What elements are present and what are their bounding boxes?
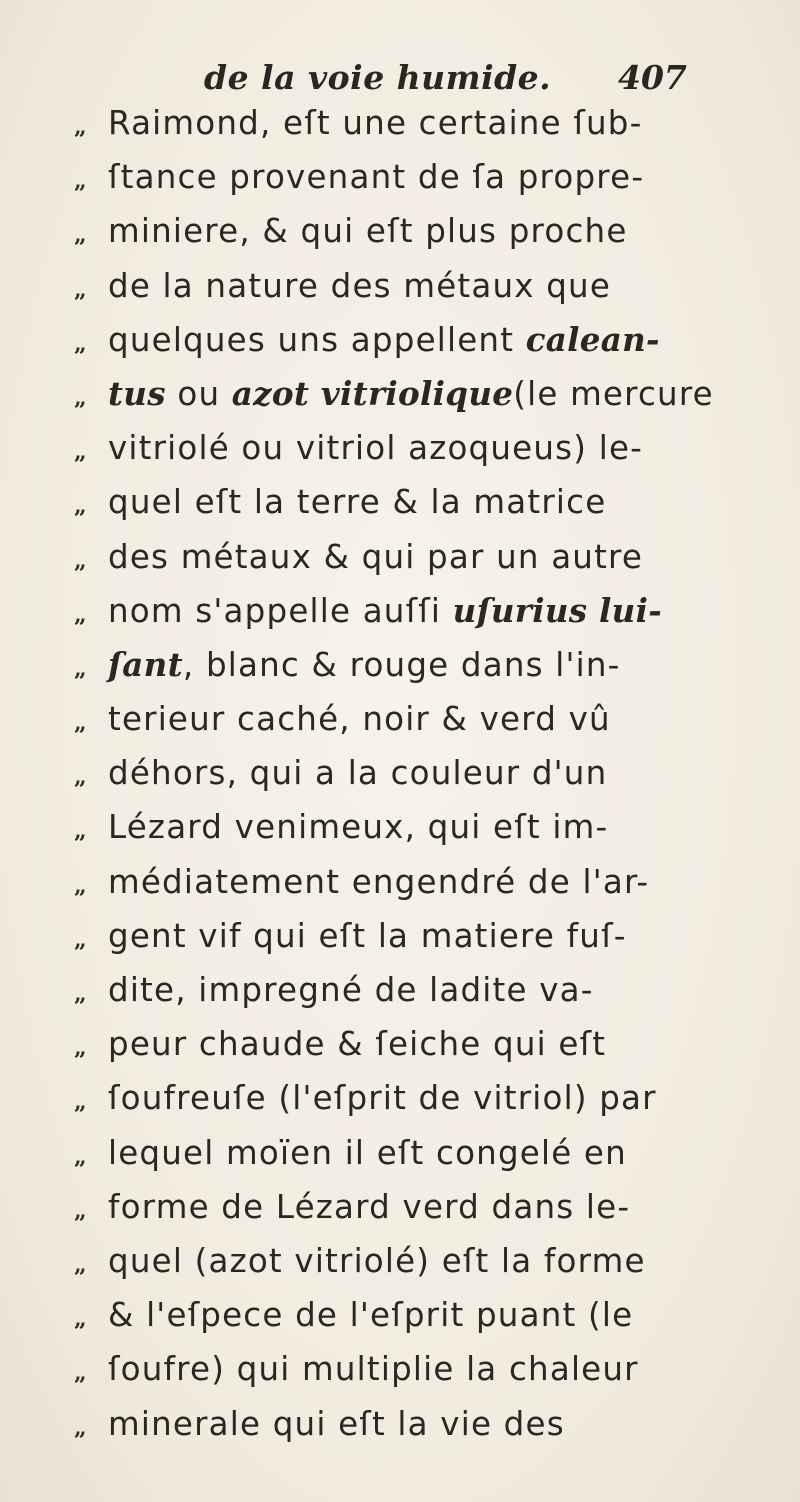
text-line	[0, 1017, 800, 1071]
quote-mark: „	[74, 1035, 87, 1062]
quote-mark: „	[74, 1251, 87, 1278]
text-run: vitriolé ou vitriol azoqueus) le-	[108, 429, 644, 468]
quote-mark: „	[74, 330, 87, 357]
text-line	[0, 1342, 800, 1396]
italic-run: uſurius lui-	[452, 590, 663, 630]
text-line	[0, 313, 800, 367]
text-line	[0, 692, 800, 746]
line-text	[108, 259, 611, 313]
text-run: forme de Lézard verd dans le-	[108, 1187, 631, 1226]
quote-mark: „	[74, 276, 87, 303]
text-run: médiatement engendré de l'ar-	[108, 862, 650, 901]
line-text	[108, 1071, 657, 1125]
text-run: peur chaude & ſeiche qui eſt	[108, 1025, 607, 1064]
italic-run: ſant	[108, 644, 183, 684]
text-run: ſoufre) qui multiplie la chaleur	[108, 1350, 639, 1389]
quote-mark: „	[74, 926, 87, 953]
quote-mark: „	[74, 1306, 87, 1333]
text-line	[0, 475, 800, 529]
text-run: ſtance provenant de ſa propre-	[108, 158, 645, 197]
italic-run: azot vitriolique	[231, 373, 514, 413]
line-text	[108, 692, 611, 746]
text-line	[0, 530, 800, 584]
quote-mark: „	[74, 1360, 87, 1387]
text-run: terieur caché, noir & verd vû	[108, 700, 611, 739]
text-line	[0, 1071, 800, 1125]
text-line	[0, 367, 800, 421]
line-text	[108, 367, 714, 421]
quote-mark: „	[74, 384, 87, 411]
text-line	[0, 150, 800, 204]
quote-mark: „	[74, 1143, 87, 1170]
quote-mark: „	[74, 439, 87, 466]
line-text	[108, 584, 662, 638]
text-line	[0, 259, 800, 313]
line-text	[108, 746, 607, 800]
text-line	[0, 421, 800, 475]
line-text	[108, 1288, 633, 1342]
line-text	[108, 530, 643, 584]
text-run: quel (azot vitriolé) eſt la forme	[108, 1241, 646, 1280]
quote-mark: „	[74, 710, 87, 737]
line-text	[108, 96, 643, 150]
text-line	[0, 1234, 800, 1288]
body-text	[0, 96, 800, 1451]
quote-mark: „	[74, 981, 87, 1007]
line-text	[108, 909, 627, 963]
text-line	[0, 1397, 800, 1451]
text-run: nom s'appelle auſſi	[108, 591, 453, 630]
text-line	[0, 800, 800, 854]
line-text	[108, 1342, 639, 1396]
line-text	[108, 204, 628, 258]
quote-mark: „	[74, 1089, 87, 1116]
quote-mark: „	[74, 168, 87, 195]
line-text	[108, 638, 621, 692]
text-line	[0, 1288, 800, 1342]
quote-mark: „	[74, 547, 87, 574]
line-text	[108, 800, 608, 854]
quote-mark: „	[74, 764, 87, 791]
text-line	[0, 1126, 800, 1180]
line-text	[108, 1397, 565, 1451]
text-run: quel eſt la terre & la matrice	[108, 483, 607, 522]
line-text	[108, 421, 643, 475]
running-head: de la voie humide.	[204, 58, 552, 97]
line-text	[108, 1126, 627, 1180]
text-line	[0, 584, 800, 638]
text-line	[0, 638, 800, 692]
text-run: & l'eſpece de l'eſprit puant (le	[108, 1296, 634, 1335]
text-line	[0, 746, 800, 800]
quote-mark: „	[74, 872, 87, 899]
quote-mark: „	[74, 655, 87, 682]
line-text	[108, 855, 649, 909]
line-text	[108, 1234, 646, 1288]
text-run: ſoufreuſe (l'eſprit de vitriol) par	[108, 1079, 657, 1118]
italic-run: calean-	[525, 319, 660, 359]
text-run: ou	[165, 374, 232, 413]
text-run: Raimond, eſt une certaine ſub-	[108, 104, 643, 142]
line-text	[108, 313, 660, 367]
quote-mark: „	[74, 1197, 87, 1224]
text-line	[0, 96, 800, 150]
text-run: déhors, qui a la couleur d'un	[108, 754, 608, 793]
text-line	[0, 909, 800, 963]
line-text	[108, 150, 644, 204]
text-run: Lézard venimeux, qui eſt im-	[108, 808, 609, 847]
italic-run: tus	[108, 373, 166, 413]
line-text	[108, 475, 606, 529]
quote-mark: „	[74, 114, 87, 140]
text-run: lequel moïen il eſt congelé en	[108, 1133, 627, 1172]
text-run: des métaux & qui par un autre	[108, 537, 644, 576]
text-run: quelques uns appellent	[108, 320, 526, 359]
page-number: 407	[618, 58, 687, 97]
quote-mark: „	[74, 1414, 87, 1441]
line-text	[108, 963, 594, 1017]
quote-mark: „	[74, 493, 87, 520]
text-line	[0, 1180, 800, 1234]
text-run: de la nature des métaux que	[108, 266, 612, 305]
quote-mark: „	[74, 601, 87, 628]
text-line	[0, 963, 800, 1017]
text-run: dite, impregné de ladite va-	[108, 971, 594, 1009]
text-run: gent vif qui eſt la matiere fuſ-	[108, 916, 627, 955]
text-line	[0, 855, 800, 909]
quote-mark: „	[74, 818, 87, 845]
quote-mark: „	[74, 222, 87, 249]
line-text	[108, 1017, 606, 1071]
text-line	[0, 204, 800, 258]
text-run: minerale qui eſt la vie des	[108, 1404, 565, 1443]
text-run: miniere, & qui eſt plus proche	[108, 212, 628, 251]
text-run: (le mercure	[513, 374, 714, 413]
text-run: , blanc & rouge dans l'in-	[182, 645, 621, 684]
line-text	[108, 1180, 630, 1234]
